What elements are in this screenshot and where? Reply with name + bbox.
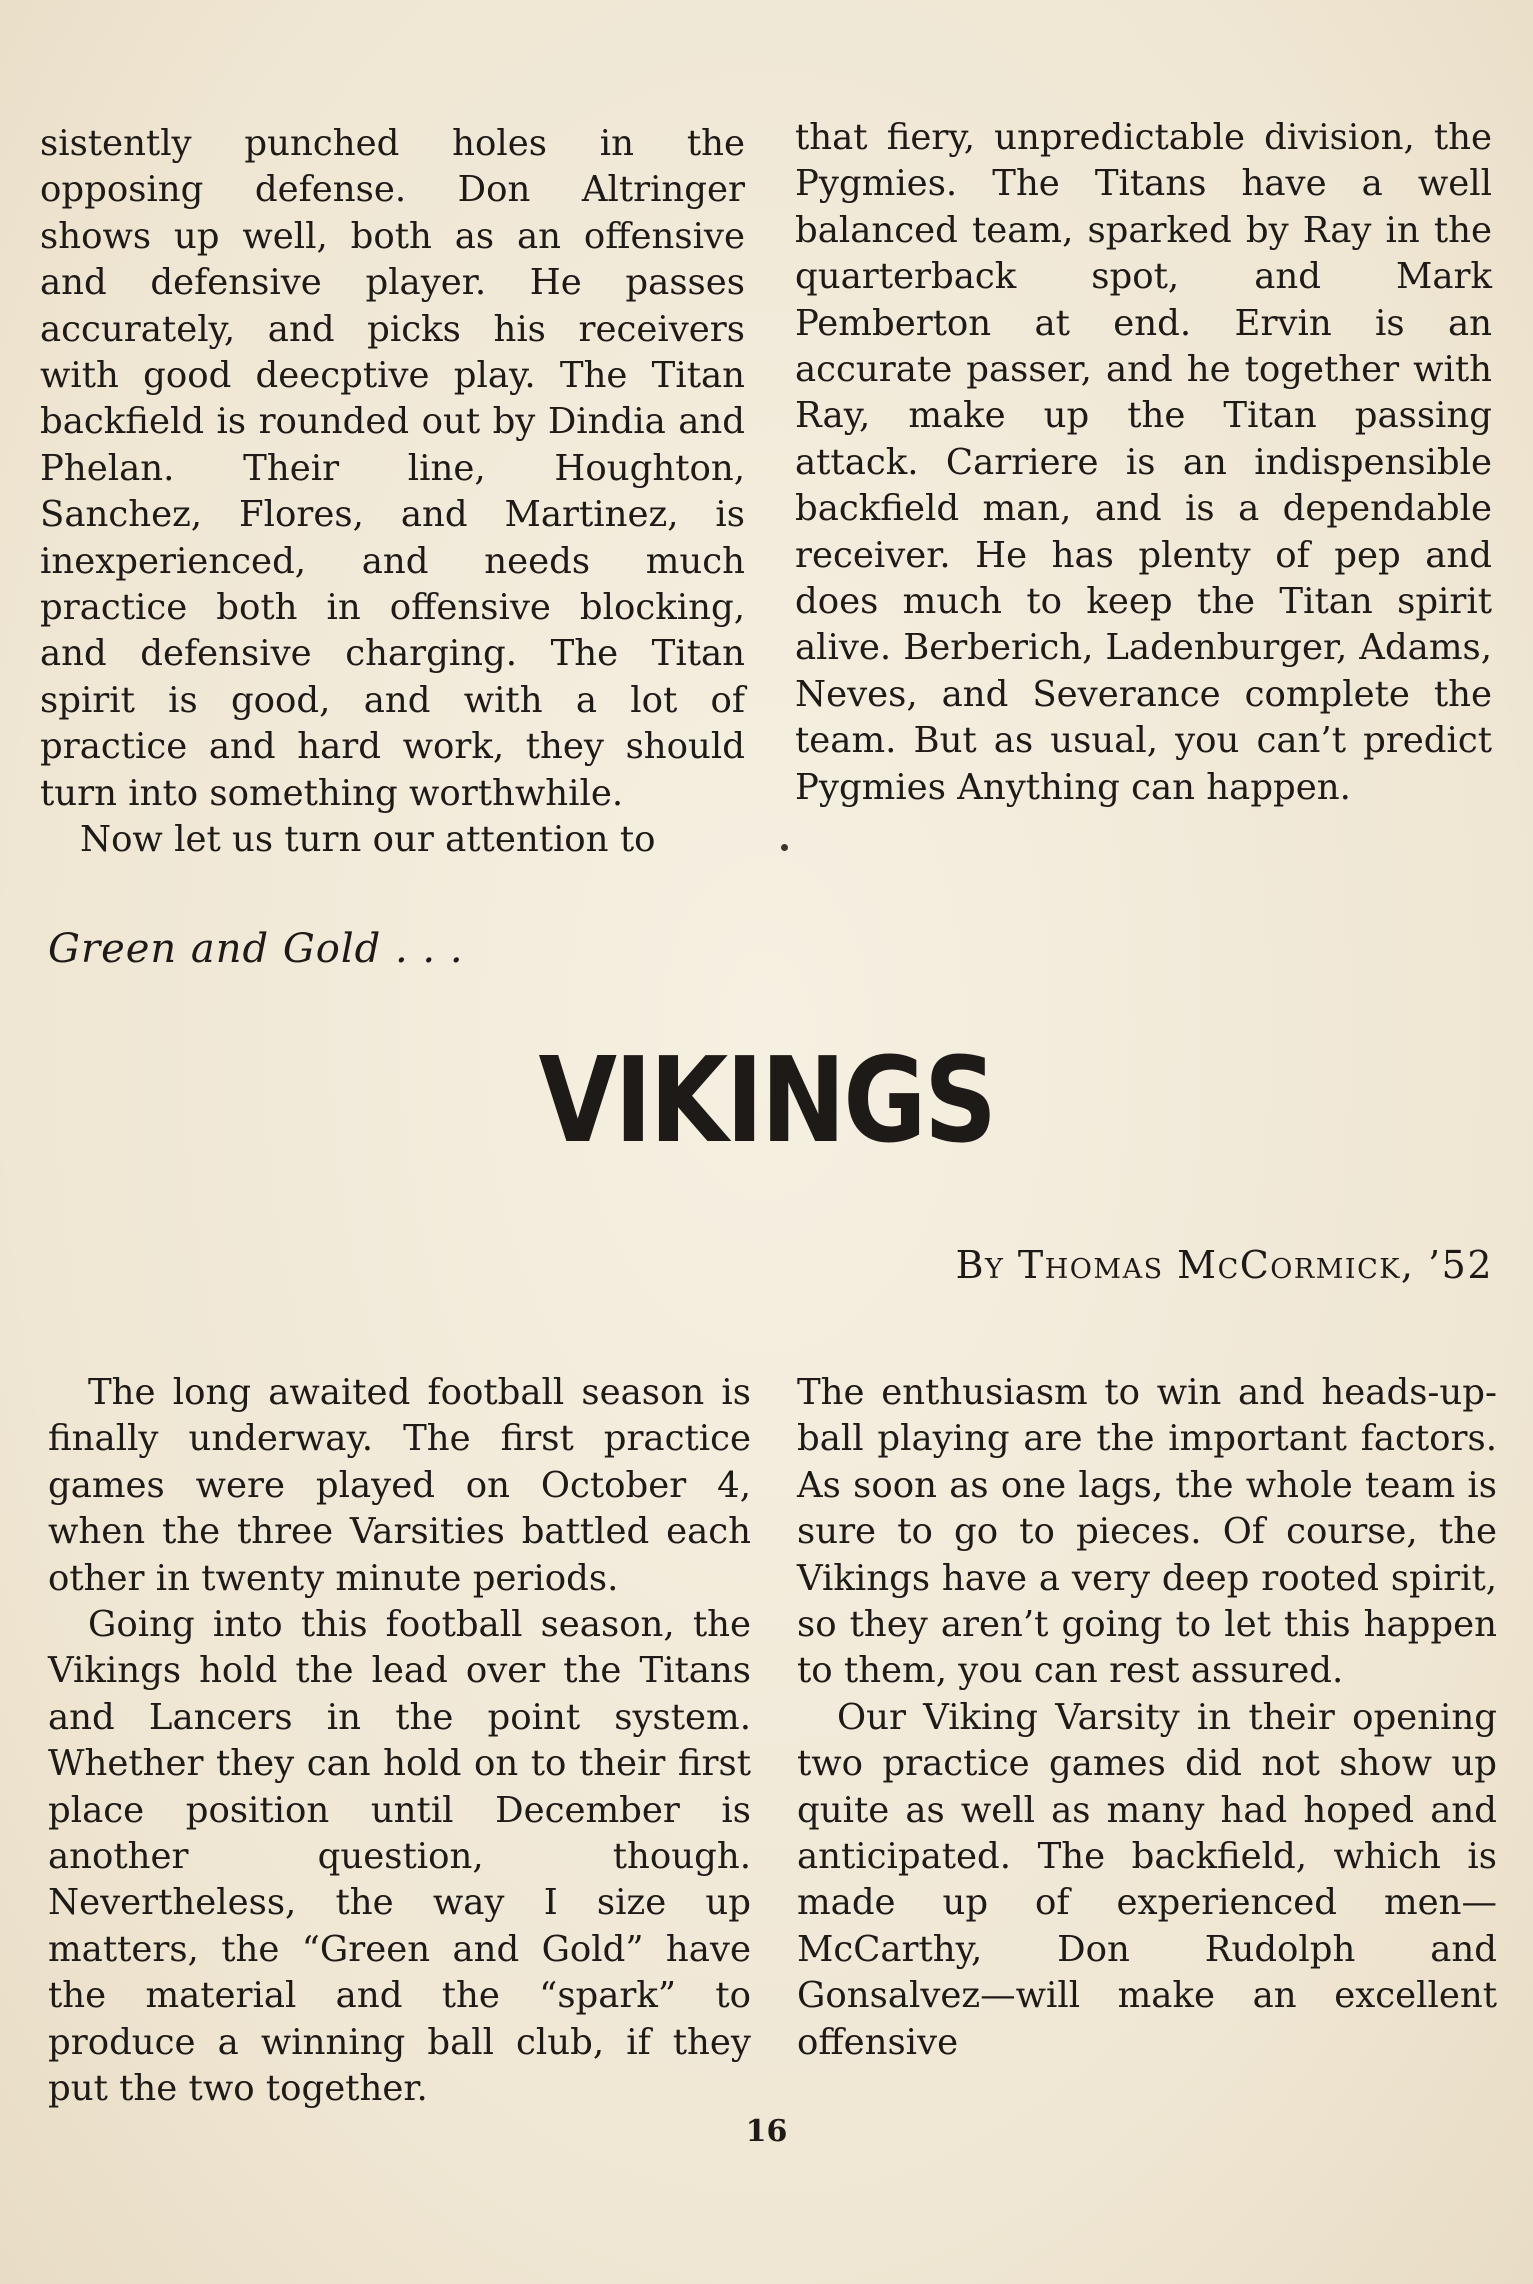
bottom-right-column <box>797 1370 1497 2066</box>
article-byline: By Thomas McCormick, ’52 <box>955 1243 1493 1287</box>
paragraph: sistently punched holes in the opposing defense. Don Altringer shows up well, both as an offensive and defensive player. He passes accurately, and picks his receivers with good deecptive play. The Titan backfield is rounded out by Dindia and Phelan. Their line, Houghton, Sanchez, Flores, and Martinez, is inexperienced, and needs much practice both in offensive blocking, and defensive charging. The Titan spirit is good, and with a lot of practice and hard work, they should turn into something worthwhile. <box>40 123 745 814</box>
top-right-column <box>795 115 1492 811</box>
paragraph: Our Viking Varsity in their opening two practice games did not show up quite as well as many had hoped and anticipated. The backfield, which is made up of experienced men—McCarthy, Don Rudolph and Gonsalvez—will make an excellent offensive <box>797 1696 1497 2063</box>
paragraph: Now let us turn our attention to <box>80 819 656 861</box>
paragraph: The long awaited football season is finally underway. The first practice games were played on October 4, when the three Varsities battled each other in twenty minute periods. <box>48 1372 751 1599</box>
paragraph: The enthusiasm to win and heads-up-ball playing are the important factors. As soon as one lags, the whole team is sure to go to pieces. Of course, the Vikings have a very deep rooted spirit, so they aren’t going to let this happen to them, you can rest assured. <box>797 1372 1497 1692</box>
paragraph: that fiery, unpredictable division, the Pygmies. The Titans have a well balanced team, sparked by Ray in the quarterback spot, and Mark Pemberton at end. Ervin is an accurate passer, and he together with Ray, make up the Titan passing attack. Carriere is an indispensible backfield man, and is a dependable receiver. He has plenty of pep and does much to keep the Titan spirit alive. Berberich, Ladenburger, Adams, Neves, and Severance complete the team. But as usual, you can’t predict Pygmies Anything can happen. <box>795 117 1492 808</box>
top-left-column <box>40 121 745 864</box>
article-headline: VIKINGS <box>538 1031 995 1169</box>
ink-speck <box>781 844 788 851</box>
page-number: 16 <box>745 2114 788 2149</box>
section-kicker: Green and Gold . . . <box>48 926 464 972</box>
paragraph: Going into this football season, the Vikings hold the lead over the Titans and Lancers in the point system. Whether they can hold on to their first place position until December is another question, though. Nevertheless, the way I size up matters, the “Green and Gold” have the material and the “spark” to produce a winning ball club, if they put the two together. <box>48 1604 751 2110</box>
bottom-left-column <box>48 1370 751 2113</box>
